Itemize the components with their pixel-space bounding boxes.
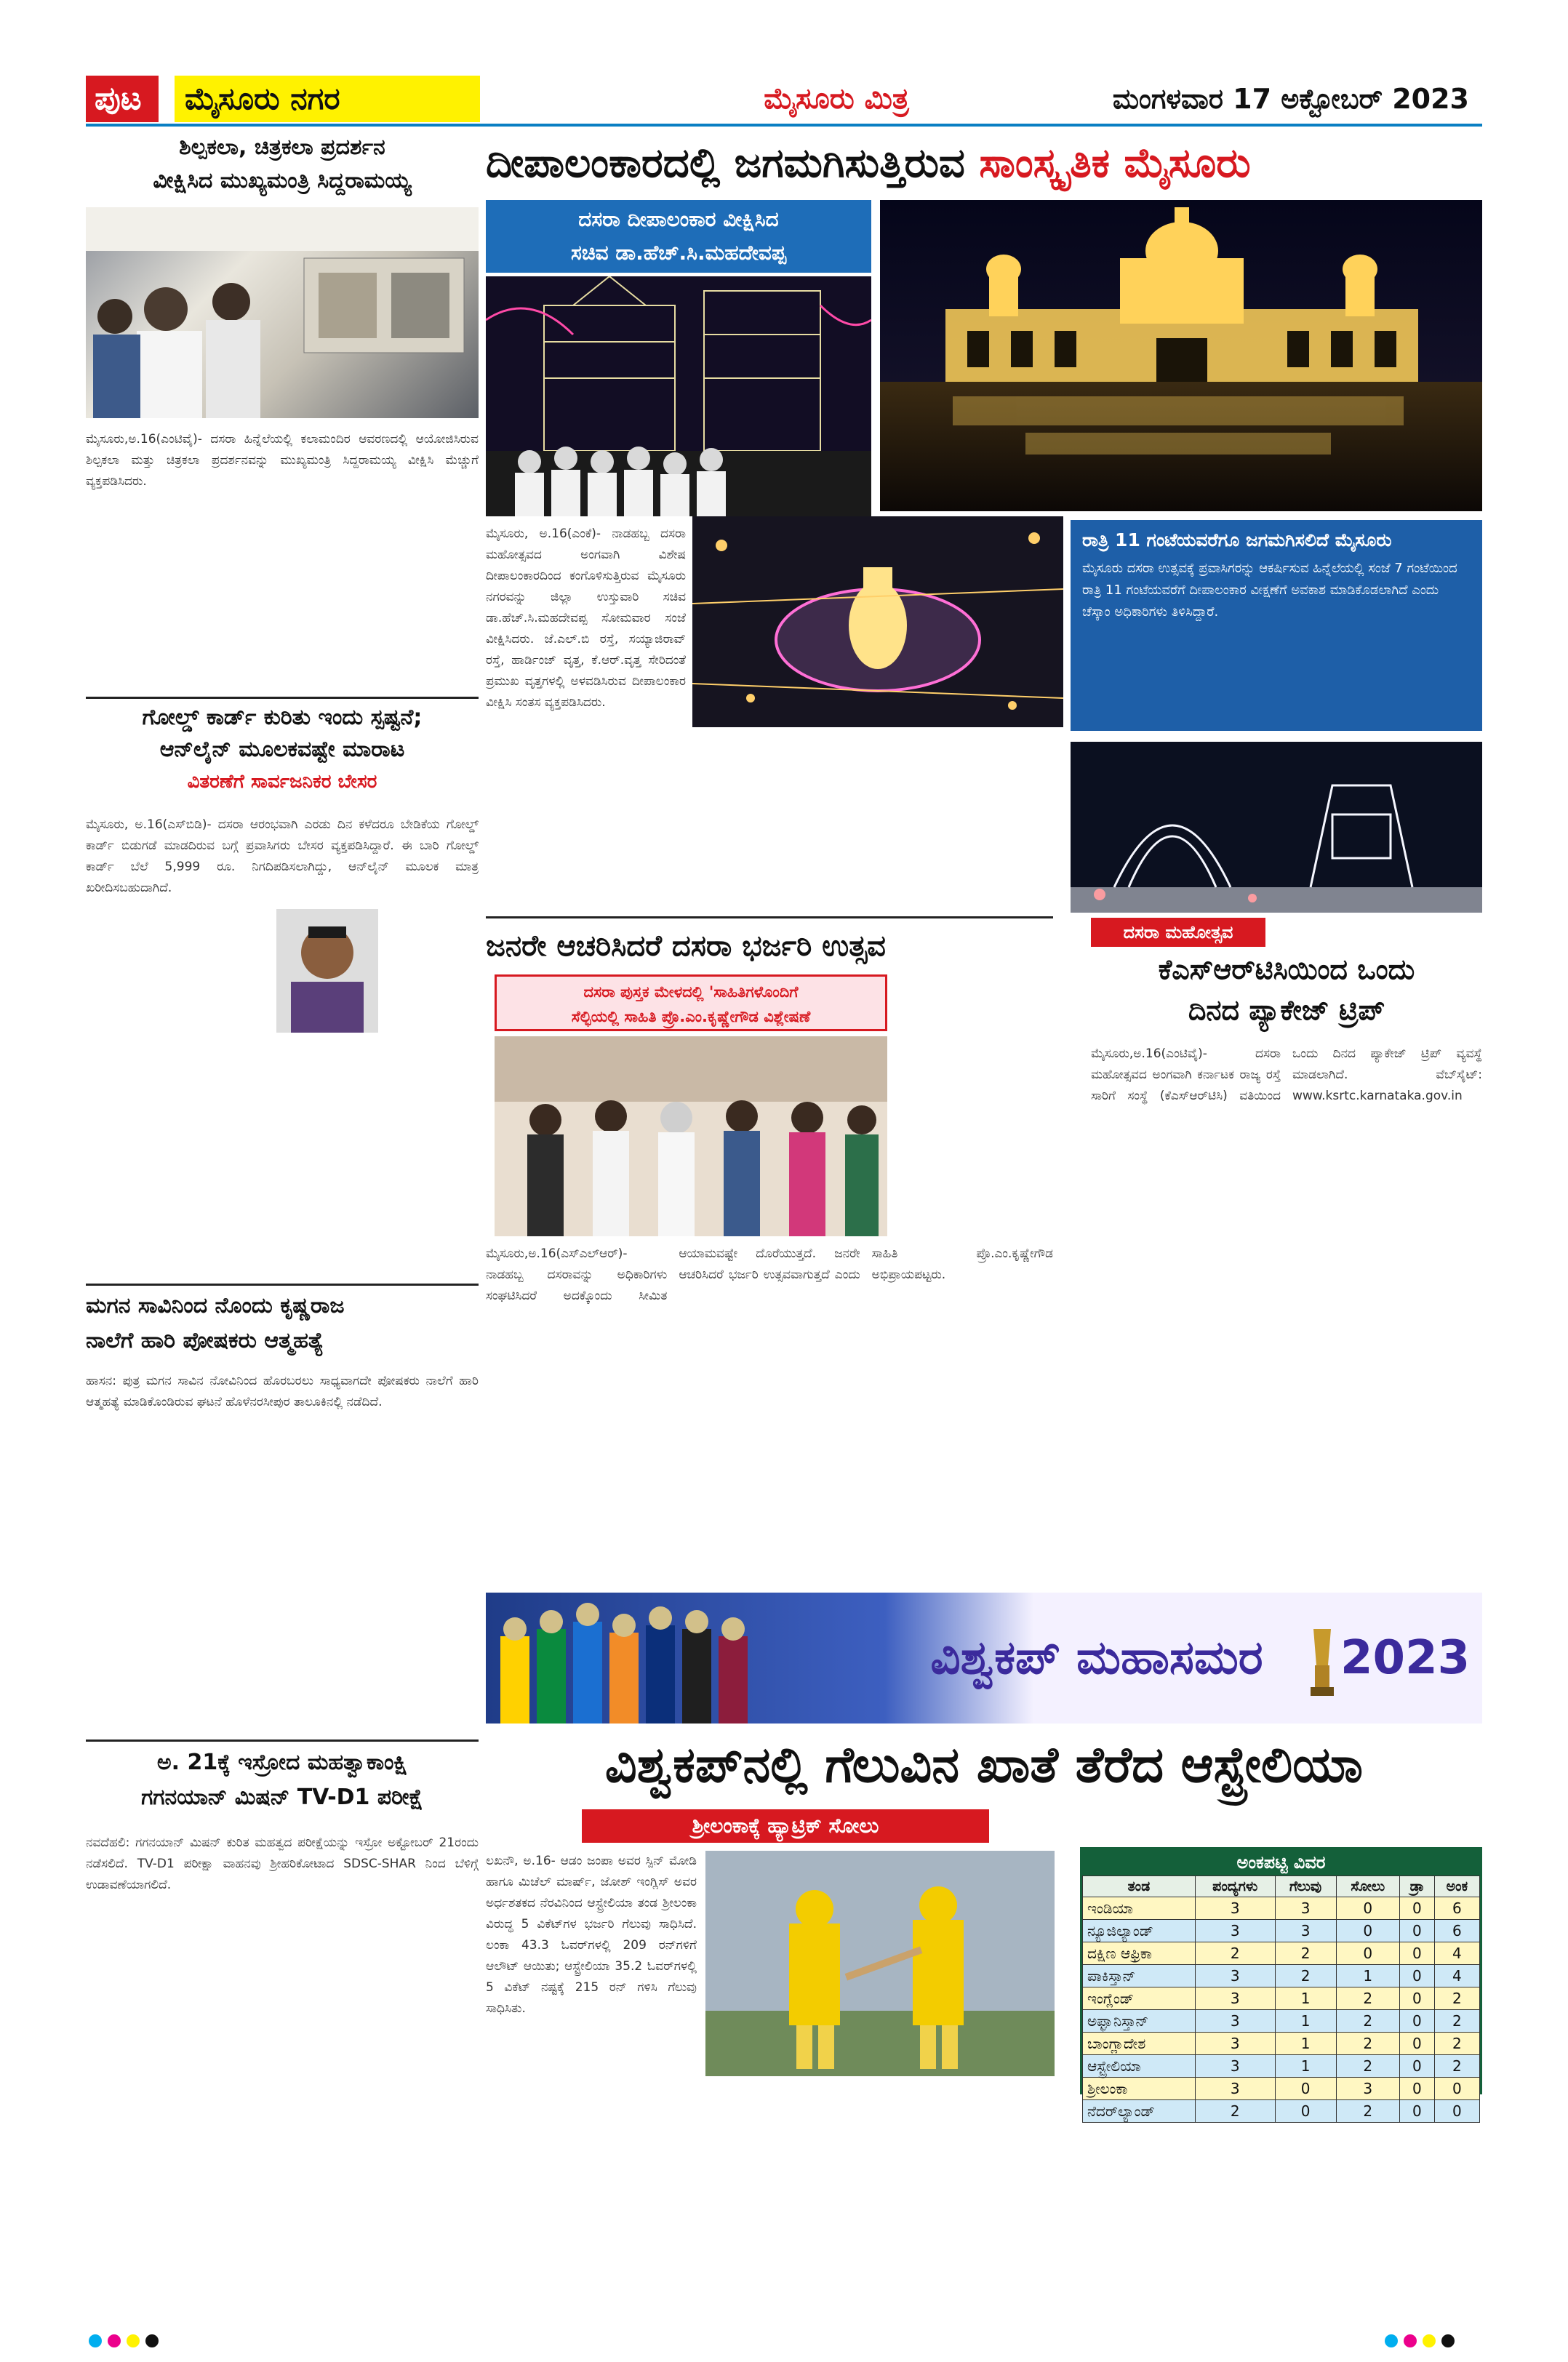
worldcup-banner-title: ವಿಶ್ವಕಪ್ ಮಹಾಸಮರ [930,1631,1263,1685]
points-table-header [1083,1876,1480,1897]
cricket-photo-art [705,1851,1055,2076]
lead-body: ಮೈಸೂರು, ಅ.16(ಎಂಕೆ)- ನಾಡಹಬ್ಬ ದಸರಾ ಮಹೋತ್ಸವದ ಅಂಗವಾಗಿ ವಿಶೇಷ ದೀಪಾಲಂಕಾರದಿಂದ ಕಂಗೊಳಿಸುತ್ತಿರುವ ಮೈಸೂರು ನಗರವನ್ನು ಜಿಲ್ಲಾ ಉಸ್ತುವಾರಿ ಸಚಿವ ಡಾ.ಹೆಚ್.ಸಿ.ಮಹದೇವಪ್ಪ ಸೋಮವಾರ ಸಂಜೆ ವೀಕ್ಷಿಸಿದರು. ಜೆ.ಎಲ್.ಬಿ ರಸ್ತೆ, ಸಯ್ಯಾಜಿರಾವ್ ರಸ್ತೆ, ಹಾರ್ಡಿಂಜ್ ವೃತ್ತ, ಕೆ.ಆರ್.ವೃತ್ತ ಸೇರಿದಂತೆ ಪ್ರಮುಖ ವೃತ್ತಗಳಲ್ಲಿ ಅಳವಡಿಸಿರುವ ದೀಪಾಲಂಕಾರ ವೀಕ್ಷಿಸಿ ಸಂತಸ ವ್ಯಕ್ತಪಡಿಸಿದರು. [486,527,686,710]
table-cell: 0 [1336,1920,1400,1942]
issue-date: ಮಂಗಳವಾರ 17 ಅಕ್ಟೋಬರ್ 2023 [1112,83,1469,115]
sports-kicker: ಶ್ರೀಲಂಕಾಕ್ಕೆ ಹ್ಯಾಟ್ರಿಕ್ ಸೋಲು [582,1809,989,1843]
print-marks-left [86,2334,231,2352]
sports-headline: ವಿಶ್ವಕಪ್‌ನಲ್ಲಿ ಗೆಲುವಿನ ಖಾತೆ ತೆರೆದ ಆಸ್ಟ್ರೇಲಿಯಾ [604,1737,1364,1794]
story6-kicker: ದಸರಾ ಮಹೋತ್ಸವ [1091,918,1265,947]
night-timing-box [1071,520,1482,731]
palace-photo [880,200,1482,511]
table-cell: 0 [1275,2100,1336,2123]
table-cell: 2 [1336,2010,1400,2033]
team-name: ಆಸ್ಟ್ರೇಲಿಯಾ [1083,2055,1196,2078]
story5-headline: ಜನರೇ ಆಚರಿಸಿದರೆ ದಸರಾ ಭರ್ಜರಿ ಉತ್ಸವ [486,929,886,963]
table-cell: 0 [1400,1897,1435,1920]
table-cell: 2 [1195,1942,1275,1965]
table-cell: 2 [1336,2100,1400,2123]
story2-headline [86,702,479,811]
page-number: ಪುಟ 7 [86,76,159,122]
table-cell: 0 [1434,2100,1479,2123]
exhibition-photo [86,207,479,418]
story5-body: ಮೈಸೂರು,ಅ.16(ಎಸ್‌ಎಲ್‌ಆರ್)- ನಾಡಹಬ್ಬ ದಸರಾವನ್ನು ಅಧಿಕಾರಿಗಳು ಸಂಘಟಿಸಿದರೆ ಅದಕ್ಕೊಂದು ಸೀಮಿತ ಆಯಾಮವಷ್ಟೇ ದೊರೆಯುತ್ತದೆ. ಜನರೇ ಆಚರಿಸಿದರೆ ಭರ್ಜರಿ ಉತ್ಸವವಾಗುತ್ತದೆ ಎಂದು ಸಾಹಿತಿ ಪ್ರೊ.ಎಂ.ಕೃಷ್ಣೇಗೌಡ ಅಭಿಪ್ರಾಯಪಟ್ಟರು. [486,1246,1053,1303]
table-cell: 3 [1195,2010,1275,2033]
team-name: ನೆದರ್‌ಲ್ಯಾಂಡ್ [1083,2100,1196,2123]
story4-body: ನವದೆಹಲಿ: ಗಗನಯಾನ್ ಮಿಷನ್ ಕುರಿತ ಮಹತ್ವದ ಪರೀಕ್ಷೆಯನ್ನು ಇಸ್ರೋ ಅಕ್ಟೋಬರ್ 21ರಂದು ನಡೆಸಲಿದೆ. TV-D1 ಪರೀಕ್ಷಾ ವಾಹನವು ಶ್ರೀಹರಿಕೋಟಾದ SDSC-SHAR ನಿಂದ ಬೆಳಿಗ್ಗೆ ಉಡಾವಣೆಯಾಗಲಿದೆ. [86,1835,479,1892]
table-cell: 0 [1400,1987,1435,2010]
team-name: ದಕ್ಷಿಣ ಆಫ್ರಿಕಾ [1083,1942,1196,1965]
table-cell: 2 [1434,2010,1479,2033]
lead-headline-main: ದೀಪಾಲಂಕಾರದಲ್ಲಿ ಜಗಮಗಿಸುತ್ತಿರುವ [486,140,965,187]
table-row [1083,1920,1480,1942]
story2-body: ಮೈಸೂರು, ಅ.16(ಎಸ್‌ಬಿಡಿ)- ದಸರಾ ಆರಂಭವಾಗಿ ಎರಡು ದಿನ ಕಳೆದರೂ ಬೇಡಿಕೆಯ ಗೋಲ್ಡ್ ಕಾರ್ಡ್ ಬಿಡುಗಡೆ ಮಾಡದಿರುವ ಬಗ್ಗೆ ಪ್ರವಾಸಿಗರು ಬೇಸರ ವ್ಯಕ್ತಪಡಿಸಿದ್ದಾರೆ. ಈ ಬಾರಿ ಗೋಲ್ಡ್ ಕಾರ್ಡ್ ಬೆಲೆ 5,999 ರೂ. ನಿಗದಿಪಡಿಸಲಾಗಿದ್ದು, ಆನ್‌ಲೈನ್ ಮೂಲಕ ಮಾತ್ರ ಖರೀದಿಸಬಹುದಾಗಿದೆ. [86,817,479,895]
exhibition-photo-art [86,207,479,418]
points-table-column-header: ಡ್ರಾ [1400,1876,1435,1897]
points-table-column-header: ಅಂಕ [1434,1876,1479,1897]
story4-headline [86,1745,479,1825]
story5-subhead-line2: ಸೆಲ್ಫಿಯಲ್ಲಿ ಸಾಹಿತಿ ಪ್ರೊ.ಎಂ.ಕೃಷ್ಣೇಗೌಡ ವಿಶ್ಲೇಷಣೆ [571,1008,811,1025]
lead-headline [486,131,1482,196]
table-cell: 2 [1275,1942,1336,1965]
table-cell: 3 [1195,1987,1275,2010]
lead-headline-highlight: ಸಾಂಸ್ಕೃತಿಕ ಮೈಸೂರು [979,140,1251,187]
table-cell: 0 [1336,1942,1400,1965]
story4-headline-line1: ಅ. 21ಕ್ಕೆ ಇಸ್ರೋದ ಮಹತ್ವಾಕಾಂಕ್ಷಿ [156,1750,408,1775]
night-timing-title: ರಾತ್ರಿ 11 ಗಂಟೆಯವರೆಗೂ ಜಗಮಗಿಸಲಿದೆ ಮೈಸೂರು [1082,529,1392,551]
table-cell: 0 [1400,2033,1435,2055]
story4-headline-line2: ಗಗನಯಾನ್ ಮಿಷನ್ TV-D1 ಪರೀಕ್ಷೆ [141,1785,423,1810]
table-cell: 1 [1275,1987,1336,2010]
story5-subhead-box [495,974,887,1031]
table-cell: 2 [1336,2033,1400,2055]
book-fair-photo [495,1036,887,1236]
table-cell: 0 [1400,2010,1435,2033]
table-row [1083,1965,1480,1987]
table-cell: 1 [1275,2010,1336,2033]
table-cell: 3 [1195,2055,1275,2078]
team-name: ಶ್ರೀಲಂಕಾ [1083,2078,1196,2100]
table-row [1083,2055,1480,2078]
story6-headline-line2: ದಿನದ ಪ್ಯಾಕೇಜ್ ಟ್ರಿಪ್ [1188,994,1385,1026]
table-cell: 3 [1195,1965,1275,1987]
table-row [1083,1987,1480,2010]
divider [86,697,479,699]
team-players-art [486,1593,893,1724]
table-cell: 0 [1400,2078,1435,2100]
points-table-column-header: ಸೋಲು [1336,1876,1400,1897]
cricket-photo [705,1851,1055,2076]
header-rule [86,124,1482,127]
table-cell: 2 [1434,2055,1479,2078]
table-row [1083,2100,1480,2123]
table-cell: 6 [1434,1897,1479,1920]
table-cell: 1 [1336,1965,1400,1987]
divider [86,1740,479,1742]
table-cell: 0 [1400,2055,1435,2078]
story1-headline-line2: ವೀಕ್ಷಿಸಿದ ಮುಖ್ಯಮಂತ್ರಿ ಸಿದ್ದರಾಮಯ್ಯ [153,168,412,193]
story3-headline-line1: ಮಗನ ಸಾವಿನಿಂದ ನೊಂದು ಕೃಷ್ಣರಾಜ [86,1293,345,1318]
table-cell: 3 [1195,2033,1275,2055]
table-cell: 0 [1400,1965,1435,1987]
table-cell: 6 [1434,1920,1479,1942]
masthead: ಮೈಸೂರು ಮಿತ್ರ [764,82,909,116]
table-cell: 0 [1400,1920,1435,1942]
story1-headline [86,131,479,204]
table-row [1083,2033,1480,2055]
palace-photo-art [880,200,1482,511]
story3-headline [86,1289,479,1369]
story6-body: ಮೈಸೂರು,ಅ.16(ಎಂಟಿವೈ)- ದಸರಾ ಮಹೋತ್ಸವದ ಅಂಗವಾಗಿ ಕರ್ನಾಟಕ ರಾಜ್ಯ ರಸ್ತೆ ಸಾರಿಗೆ ಸಂಸ್ಥೆ (ಕೆಎಸ್‌ಆರ್‌ಟಿಸಿ) ವತಿಯಿಂದ ಒಂದು ದಿನದ ಪ್ಯಾಕೇಜ್ ಟ್ರಿಪ್ ವ್ಯವಸ್ಥೆ ಮಾಡಲಾಗಿದೆ. ವೆಬ್‌ಸೈಟ್: www.ksrtc.karnataka.gov.in [1091,1046,1482,1103]
divider [486,916,1053,918]
table-cell: 2 [1195,2100,1275,2123]
table-cell: 2 [1336,2055,1400,2078]
team-name: ನ್ಯೂಜಿಲ್ಯಾಂಡ್ [1083,1920,1196,1942]
story5-subhead-line1: ದಸರಾ ಪುಸ್ತಕ ಮೇಳದಲ್ಲಿ 'ಸಾಹಿತಿಗಳೊಂದಿಗೆ [583,983,799,1001]
table-cell: 0 [1336,1897,1400,1920]
points-table [1080,1847,1482,2120]
table-cell: 3 [1195,2078,1275,2100]
table-cell: 3 [1195,1897,1275,1920]
table-cell: 3 [1275,1920,1336,1942]
points-table-column-header: ಗೆಲುವು [1275,1876,1336,1897]
worldcup-banner-year: 2023 [1340,1631,1471,1685]
table-cell: 2 [1336,1987,1400,2010]
lead-subhead-line1: ದಸರಾ ದೀಪಾಲಂಕಾರ ವೀಕ್ಷಿಸಿದ [578,207,779,231]
lead-subhead-box [486,200,871,273]
points-table-title: ಅಂಕಪಟ್ಟಿ ವಿವರ [1082,1849,1480,1875]
points-table-column-header: ಪಂದ್ಯಗಳು [1195,1876,1275,1897]
night-timing-body: ಮೈಸೂರು ದಸರಾ ಉತ್ಸವಕ್ಕೆ ಪ್ರವಾಸಿಗರನ್ನು ಆಕರ್ಷಿಸುವ ಹಿನ್ನೆಲೆಯಲ್ಲಿ ಸಂಜೆ 7 ಗಂಟೆಯಿಂದ ರಾತ್ರಿ 11 ಗಂಟೆಯವರೆಗೆ ದೀಪಾಲಂಕಾರ ವೀಕ್ಷಣೆಗೆ ಅವಕಾಶ ಮಾಡಿಕೊಡಲಾಗಿದೆ ಎಂದು ಚೆಸ್ಕಾಂ ಅಧಿಕಾರಿಗಳು ತಿಳಿಸಿದ್ದಾರೆ. [1082,561,1457,620]
section-name: ಮೈಸೂರು ನಗರ [175,76,480,122]
table-row [1083,1897,1480,1920]
print-marks-right [1382,2334,1484,2352]
lead-subhead-line2: ಸಚಿವ ಡಾ.ಹೆಚ್.ಸಿ.ಮಹದೇವಪ್ಪ [570,241,786,265]
table-row [1083,2078,1480,2100]
divider [86,1284,479,1286]
table-cell: 0 [1400,2100,1435,2123]
table-cell: 4 [1434,1965,1479,1987]
table-cell: 0 [1400,1942,1435,1965]
points-table-grid [1082,1875,1480,2123]
story1-headline-line1: ಶಿಲ್ಪಕಲಾ, ಚಿತ್ರಕಲಾ ಪ್ರದರ್ಶನ [179,135,385,160]
story3-body: ಹಾಸನ: ಪುತ್ರ ಮಗನ ಸಾವಿನ ನೋವಿನಿಂದ ಹೊರಬರಲು ಸಾಧ್ಯವಾಗದೇ ಪೋಷಕರು ನಾಲೆಗೆ ಹಾರಿ ಆತ್ಮಹತ್ಯೆ ಮಾಡಿಕೊಂಡಿರುವ ಘಟನೆ ಹೊಳೆನರಸೀಪುರ ತಾಲೂಕಿನಲ್ಲಿ ನಡೆದಿದೆ. [86,1374,479,1409]
team-name: ಇಂಗ್ಲೆಂಡ್ [1083,1987,1196,2010]
table-cell: 2 [1434,2033,1479,2055]
table-cell: 2 [1434,1987,1479,2010]
illumination-photo-minister [486,276,871,516]
story2-headline-line1: ಗೋಲ್ಡ್ ಕಾರ್ಡ್ ಕುರಿತು ಇಂದು ಸ್ಪಷ್ಟನೆ; [142,705,423,730]
team-name: ಇಂಡಿಯಾ [1083,1897,1196,1920]
table-cell: 3 [1336,2078,1400,2100]
team-name: ಅಫ್ಘಾನಿಸ್ತಾನ್ [1083,2010,1196,2033]
trophy-icon [1308,1614,1337,1702]
table-cell: 3 [1195,1920,1275,1942]
illumination-photo-minister-art [486,276,871,516]
story1-body: ಮೈಸೂರು,ಅ.16(ಎಂಟಿವೈ)- ದಸರಾ ಹಿನ್ನೆಲೆಯಲ್ಲಿ ಕಲಾಮಂದಿರ ಆವರಣದಲ್ಲಿ ಆಯೋಜಿಸಿರುವ ಶಿಲ್ಪಕಲಾ ಮತ್ತು ಚಿತ್ರಕಲಾ ಪ್ರದರ್ಶನವನ್ನು ಮುಖ್ಯಮಂತ್ರಿ ಸಿದ್ದರಾಮಯ್ಯ ವೀಕ್ಷಿಸಿ ಮೆಚ್ಚುಗೆ ವ್ಯಕ್ತಪಡಿಸಿದರು. [86,432,479,489]
circle-night-photo-art [692,516,1063,727]
table-cell: 2 [1275,1965,1336,1987]
points-table-column-header: ತಂಡ [1083,1876,1196,1897]
table-cell: 1 [1275,2055,1336,2078]
table-row [1083,2010,1480,2033]
story2-kicker: ವಿತರಣೆಗೆ ಸಾರ್ವಜನಿಕರ ಬೇಸರ [187,771,377,793]
lights-arch-photo-art [1071,742,1482,913]
story6-headline [1091,949,1482,1036]
story2-headline-line2: ಆನ್‌ಲೈನ್ ಮೂಲಕವಷ್ಟೇ ಮಾರಾಟ [159,737,405,762]
circle-night-photo [692,516,1063,727]
table-cell: 1 [1275,2033,1336,2055]
table-cell: 0 [1434,2078,1479,2100]
story6-headline-line1: ಕೆಎಸ್‌ಆರ್‌ಟಿಸಿಯಿಂದ ಒಂದು [1158,953,1415,985]
table-row [1083,1942,1480,1965]
story3-headline-line2: ನಾಲೆಗೆ ಹಾರಿ ಪೋಷಕರು ಆತ್ಮಹತ್ಯೆ [86,1328,324,1353]
worldcup-banner [486,1593,1482,1724]
sports-body: ಲಖನೌ, ಅ.16- ಆಡಂ ಜಂಪಾ ಅವರ ಸ್ಪಿನ್ ಮೋಡಿ ಹಾಗೂ ಮಿಚೆಲ್ ಮಾರ್ಷ್, ಜೋಶ್ ಇಂಗ್ಲಿಸ್ ಅವರ ಅರ್ಧಶತಕದ ನೆರವಿನಿಂದ ಆಸ್ಟ್ರೇಲಿಯಾ ತಂಡ ಶ್ರೀಲಂಕಾ ವಿರುದ್ಧ 5 ವಿಕೆಟ್‌ಗಳ ಭರ್ಜರಿ ಗೆಲುವು ಸಾಧಿಸಿದೆ. ಲಂಕಾ 43.3 ಓವರ್‌ಗಳಲ್ಲಿ 209 ರನ್‌ಗಳಿಗೆ ಆಲೌಟ್ ಆಯಿತು; ಆಸ್ಟ್ರೇಲಿಯಾ 35.2 ಓವರ್‌ಗಳಲ್ಲಿ 5 ವಿಕೆಟ್ ನಷ್ಟಕ್ಕೆ 215 ರನ್ ಗಳಿಸಿ ಗೆಲುವು ಸಾಧಿಸಿತು. [486,1854,697,2016]
team-name: ಬಾಂಗ್ಲಾದೇಶ [1083,2033,1196,2055]
table-cell: 3 [1275,1897,1336,1920]
lights-arch-photo [1071,742,1482,913]
table-cell: 4 [1434,1942,1479,1965]
book-fair-photo-art [495,1036,887,1236]
table-cell: 0 [1275,2078,1336,2100]
team-name: ಪಾಕಿಸ್ತಾನ್ [1083,1965,1196,1987]
